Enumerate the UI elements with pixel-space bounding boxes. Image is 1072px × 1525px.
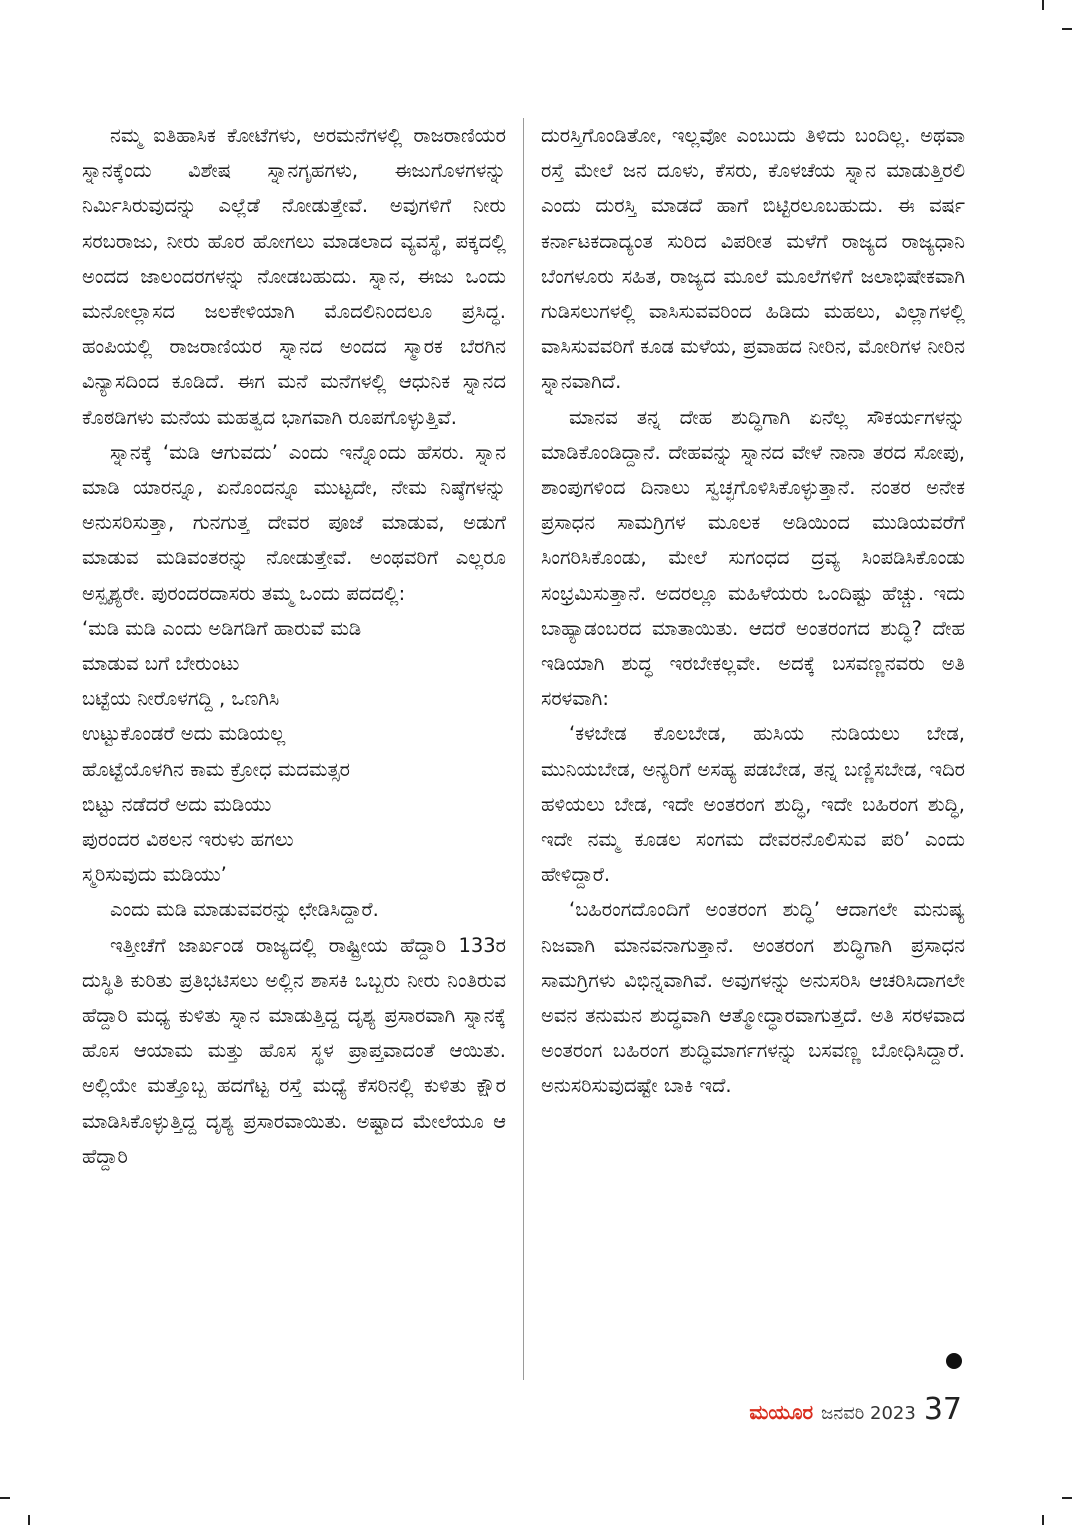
left-column [82, 118, 506, 1174]
column-divider [523, 118, 524, 1380]
paragraph: ಸ್ನಾನಕ್ಕೆ ‘ಮಡಿ ಆಗುವದು’ ಎಂದು ಇನ್ನೊಂದು ಹೆಸರು. ಸ್ನಾನ ಮಾಡಿ ಯಾರನ್ನೂ, ಏನೊಂದನ್ನೂ ಮುಟ್ಟದೇ, ನೇಮ ನಿಷ್ಠೆಗಳನ್ನು ಅನುಸರಿಸುತ್ತಾ, ಗುನಗುತ್ತ ದೇವರ ಪೂಜೆ ಮಾಡುವ, ಅಡುಗೆ ಮಾಡುವ ಮಡಿವಂತರನ್ನು ನೋಡುತ್ತೇವೆ. ಅಂಥವರಿಗೆ ಎಲ್ಲರೂ ಅಸ್ಪೃಶ್ಯರೇ. ಪುರಂದರದಾಸರು ತಮ್ಮ ಒಂದು ಪದದಲ್ಲಿ: [82, 440, 506, 605]
crop-mark [1062, 1497, 1072, 1499]
paragraph: ಮಾನವ ತನ್ನ ದೇಹ ಶುದ್ಧಿಗಾಗಿ ಏನೆಲ್ಲ ಸೌಕರ್ಯಗಳನ್ನು ಮಾಡಿಕೊಂಡಿದ್ದಾನೆ. ದೇಹವನ್ನು ಸ್ನಾನದ ವೇಳೆ ನಾನಾ ತರದ ಸೋಪು, ಶಾಂಪುಗಳಿಂದ ದಿನಾಲು ಸ್ವಚ್ಛಗೊಳಿಸಿಕೊಳ್ಳುತ್ತಾನೆ. ನಂತರ ಅನೇಕ ಪ್ರಸಾಧನ ಸಾಮಗ್ರಿಗಳ ಮೂಲಕ ಅಡಿಯಿಂದ ಮುಡಿಯವರೆಗೆ ಸಿಂಗರಿಸಿಕೊಂಡು, ಮೇಲೆ ಸುಗಂಧದ ದ್ರವ್ಯ ಸಿಂಪಡಿಸಿಕೊಂಡು ಸಂಭ್ರಮಿಸುತ್ತಾನೆ. ಅದರಲ್ಲೂ ಮಹಿಳೆಯರು ಒಂದಿಷ್ಟು ಹೆಚ್ಚು. ಇದು ಬಾಹ್ಯಾಡಂಬರದ ಮಾತಾಯಿತು. ಆದರೆ ಅಂತರಂಗದ ಶುದ್ಧಿ? ದೇಹ ಇಡಿಯಾಗಿ ಶುದ್ಧ ಇರಬೇಕಲ್ಲವೇ. ಅದಕ್ಕೆ ಬಸವಣ್ಣನವರು ಅತಿ ಸರಳವಾಗಿ: [541, 405, 965, 711]
verse-line: ಸ್ಮರಿಸುವುದು ಮಡಿಯು’ [82, 863, 227, 887]
paragraph: ‘ಕಳಬೇಡ ಕೊಲಬೇಡ, ಹುಸಿಯ ನುಡಿಯಲು ಬೇಡ, ಮುನಿಯಬೇಡ, ಅನ್ಯರಿಗೆ ಅಸಹ್ಯ ಪಡಬೇಡ, ತನ್ನ ಬಣ್ಣಿಸಬೇಡ, ಇದಿರ ಹಳಿಯಲು ಬೇಡ, ಇದೇ ಅಂತರಂಗ ಶುದ್ಧಿ, ಇದೇ ಬಹಿರಂಗ ಶುದ್ಧಿ, ಇದೇ ನಮ್ಮ ಕೂಡಲ ಸಂಗಮ ದೇವರನೊಲಿಸುವ ಪರಿ’ ಎಂದು ಹೇಳಿದ್ದಾರೆ. [541, 722, 965, 887]
paragraph: ನಮ್ಮ ಐತಿಹಾಸಿಕ ಕೋಟೆಗಳು, ಅರಮನೆಗಳಲ್ಲಿ ರಾಜರಾಣಿಯರ ಸ್ನಾನಕ್ಕೆಂದು ವಿಶೇಷ ಸ್ನಾನಗೃಹಗಳು, ಈಜುಗೊಳಗಳನ್ನು ನಿರ್ಮಿಸಿರುವುದನ್ನು ಎಲ್ಲೆಡೆ ನೋಡುತ್ತೇವೆ. ಅವುಗಳಿಗೆ ನೀರು ಸರಬರಾಜು, ನೀರು ಹೊರ ಹೋಗಲು ಮಾಡಲಾದ ವ್ಯವಸ್ಥೆ, ಪಕ್ಕದಲ್ಲಿ ಅಂದದ ಜಾಲಂದರಗಳನ್ನು ನೋಡಬಹುದು. ಸ್ನಾನ, ಈಜು ಒಂದು ಮನೋಲ್ಲಾಸದ ಜಲಕೇಳಿಯಾಗಿ ಮೊದಲಿನಿಂದಲೂ ಪ್ರಸಿದ್ಧ. ಹಂಪಿಯಲ್ಲಿ ರಾಜರಾಣಿಯರ ಸ್ನಾನದ ಅಂದದ ಸ್ಮಾರಕ ಬೆರಗಿನ ವಿನ್ಯಾಸದಿಂದ ಕೂಡಿದೆ. ಈಗ ಮನೆ ಮನೆಗಳಲ್ಲಿ ಆಧುನಿಕ ಸ್ನಾನದ ಕೊಠಡಿಗಳು ಮನೆಯ ಮಹತ್ವದ ಭಾಗವಾಗಿ ರೂಪಗೊಳ್ಳುತ್ತಿವೆ. [82, 124, 506, 429]
verse-line: ಬಿಟ್ಟು ನಡೆದರೆ ಅದು ಮಡಿಯು [82, 792, 272, 816]
crop-mark [1042, 0, 1044, 10]
verse-line: ಪುರಂದರ ವಿಠಲನ ಇರುಳು ಹಗಲು [82, 828, 294, 852]
verse-line: ಹೊಟ್ಟೆಯೊಳಗಿನ ಕಾಮ ಕ್ರೋಧ ಮದಮತ್ಸರ [82, 757, 350, 781]
verse-line: ‘ಮಡಿ ಮಡಿ ಎಂದು ಅಡಿಗಡಿಗೆ ಹಾರುವೆ ಮಡಿ [82, 616, 362, 640]
paragraph: ಇತ್ತೀಚೆಗೆ ಜಾರ್ಖಂಡ ರಾಜ್ಯದಲ್ಲಿ ರಾಷ್ಟ್ರೀಯ ಹೆದ್ದಾರಿ 133ರ ದುಸ್ಥಿತಿ ಕುರಿತು ಪ್ರತಿಭಟಿಸಲು ಅಲ್ಲಿನ ಶಾಸಕಿ ಒಬ್ಬರು ನೀರು ನಿಂತಿರುವ ಹೆದ್ದಾರಿ ಮಧ್ಯ ಕುಳಿತು ಸ್ನಾನ ಮಾಡುತ್ತಿದ್ದ ದೃಶ್ಯ ಪ್ರಸಾರವಾಗಿ ಸ್ನಾನಕ್ಕೆ ಹೊಸ ಆಯಾಮ ಮತ್ತು ಹೊಸ ಸ್ಥಳ ಪ್ರಾಪ್ತವಾದಂತೆ ಆಯಿತು. ಅಲ್ಲಿಯೇ ಮತ್ತೊಬ್ಬ ಹದಗೆಟ್ಟ ರಸ್ತೆ ಮಧ್ಯೆ ಕೆಸರಿನಲ್ಲಿ ಕುಳಿತು ಕ್ಷೌರ ಮಾಡಿಸಿಕೊಳ್ಳುತ್ತಿದ್ದ ದೃಶ್ಯ ಪ್ರಸಾರವಾಯಿತು. ಅಷ್ಟಾದ ಮೇಲೆಯೂ ಆ ಹೆದ್ದಾರಿ [82, 933, 506, 1168]
page-footer [749, 1392, 962, 1428]
magazine-name: ಮಯೂರ [749, 1400, 814, 1424]
verse-line: ಬಟ್ಟೆಯ ನೀರೊಳಗದ್ದಿ , ಒಣಗಿಸಿ [82, 687, 280, 711]
paragraph: ‘ಬಹಿರಂಗದೊಂದಿಗೆ ಅಂತರಂಗ ಶುದ್ಧಿ’ ಆದಾಗಲೇ ಮನುಷ್ಯ ನಿಜವಾಗಿ ಮಾನವನಾಗುತ್ತಾನೆ. ಅಂತರಂಗ ಶುದ್ಧಿಗಾಗಿ ಪ್ರಸಾಧನ ಸಾಮಗ್ರಿಗಳು ವಿಭಿನ್ನವಾಗಿವೆ. ಅವುಗಳನ್ನು ಅನುಸರಿಸಿ ಆಚರಿಸಿದಾಗಲೇ ಅವನ ತನುಮನ ಶುದ್ಧವಾಗಿ ಆತ್ಮೋದ್ಧಾರವಾಗುತ್ತದೆ. ಅತಿ ಸರಳವಾದ ಅಂತರಂಗ ಬಹಿರಂಗ ಶುದ್ಧಿಮಾರ್ಗಗಳನ್ನು ಬಸವಣ್ಣ ಬೋಧಿಸಿದ್ದಾರೆ. ಅನುಸರಿಸುವುದಷ್ಟೇ ಬಾಕಿ ಇದೆ. [541, 898, 965, 1098]
end-mark-dot [946, 1353, 962, 1369]
verse-line: ಉಟ್ಟುಕೊಂಡರೆ ಅದು ಮಡಿಯಲ್ಲ [82, 722, 286, 746]
paragraph: ಎಂದು ಮಡಿ ಮಾಡುವವರನ್ನು ಛೇಡಿಸಿದ್ದಾರೆ. [110, 898, 379, 922]
crop-mark [28, 1515, 30, 1525]
right-column [541, 118, 965, 1104]
page-number: 37 [923, 1392, 962, 1427]
issue-date: ಜನವರಿ 2023 [821, 1403, 916, 1424]
crop-mark [0, 1497, 10, 1499]
crop-mark [1062, 28, 1072, 30]
crop-mark [1042, 1515, 1044, 1525]
verse-line: ಮಾಡುವ ಬಗೆ ಬೇರುಂಟು [82, 652, 240, 676]
paragraph: ದುರಸ್ತಿಗೊಂಡಿತೋ, ಇಲ್ಲವೋ ಎಂಬುದು ತಿಳಿದು ಬಂದಿಲ್ಲ. ಅಥವಾ ರಸ್ತೆ ಮೇಲೆ ಜನ ದೂಳು, ಕೆಸರು, ಕೊಳಚೆಯ ಸ್ನಾನ ಮಾಡುತ್ತಿರಲಿ ಎಂದು ದುರಸ್ತಿ ಮಾಡದೆ ಹಾಗೆ ಬಿಟ್ಟಿರಲೂಬಹುದು. ಈ ವರ್ಷ ಕರ್ನಾಟಕದಾದ್ಯಂತ ಸುರಿದ ವಿಪರೀತ ಮಳೆಗೆ ರಾಜ್ಯದ ರಾಜ್ಯಧಾನಿ ಬೆಂಗಳೂರು ಸಹಿತ, ರಾಜ್ಯದ ಮೂಲೆ ಮೂಲೆಗಳಿಗೆ ಜಲಾಭಿಷೇಕವಾಗಿ ಗುಡಿಸಲುಗಳಲ್ಲಿ ವಾಸಿಸುವವರಿಂದ ಹಿಡಿದು ಮಹಲು, ವಿಲ್ಲಾಗಳಲ್ಲಿ ವಾಸಿಸುವವರಿಗೆ ಕೂಡ ಮಳೆಯ, ಪ್ರವಾಹದ ನೀರಿನ, ಮೋರಿಗಳ ನೀರಿನ ಸ್ನಾನವಾಗಿದೆ. [541, 124, 965, 394]
